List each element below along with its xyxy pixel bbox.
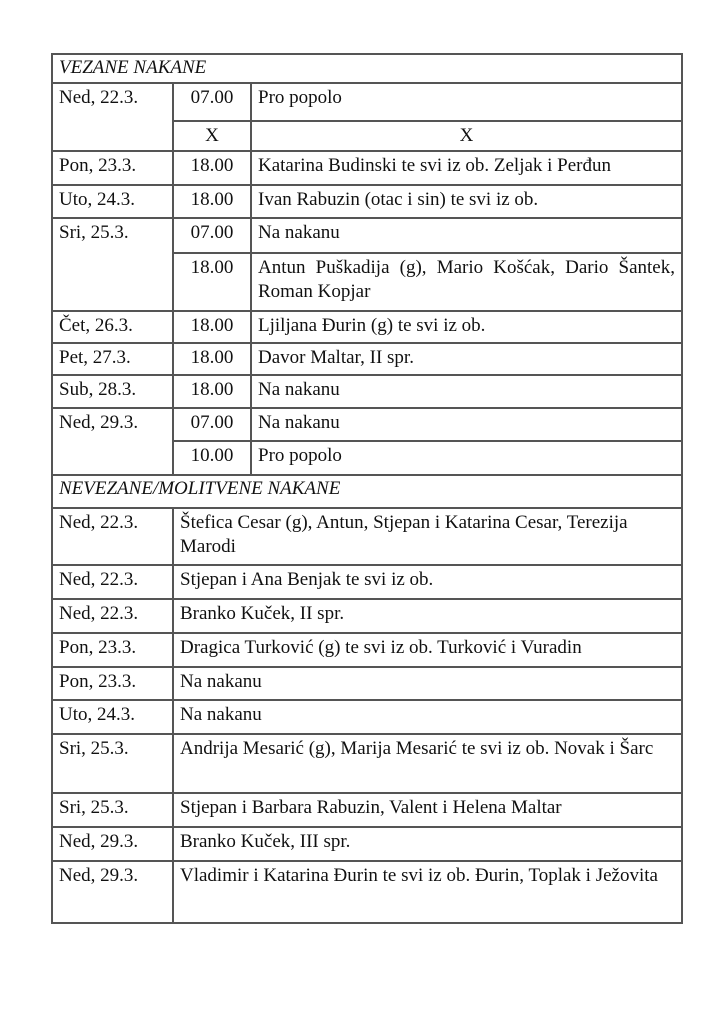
time-cell: 07.00: [173, 408, 251, 441]
time-cell: X: [173, 121, 251, 151]
intention-cell: Na nakanu: [251, 375, 682, 408]
intention-cell: Davor Maltar, II spr.: [251, 343, 682, 375]
table-row: [52, 508, 682, 565]
table-row: [52, 793, 682, 827]
time-cell: 18.00: [173, 253, 251, 311]
table-row: [52, 734, 682, 793]
intention-cell: Na nakanu: [173, 667, 682, 700]
intention-cell: Na nakanu: [251, 218, 682, 253]
intention-cell: Vladimir i Katarina Đurin te svi iz ob. Đurin, Toplak i Ježovita: [173, 861, 682, 923]
table-row: [52, 633, 682, 667]
intention-cell: Ivan Rabuzin (otac i sin) te svi iz ob.: [251, 185, 682, 218]
date-cell: Ned, 22.3.: [52, 565, 173, 599]
intention-cell: Na nakanu: [173, 700, 682, 734]
date-cell: Uto, 24.3.: [52, 185, 173, 218]
time-cell: 10.00: [173, 441, 251, 475]
intention-cell: Katarina Budinski te svi iz ob. Zeljak i Perđun: [251, 151, 682, 185]
date-cell: Ned, 29.3.: [52, 408, 173, 475]
section-title: VEZANE NAKANE: [52, 54, 682, 83]
table-row: [52, 218, 682, 253]
intention-cell: Stjepan i Barbara Rabuzin, Valent i Helena Maltar: [173, 793, 682, 827]
intention-cell: Branko Kuček, III spr.: [173, 827, 682, 861]
table-row: [52, 375, 682, 408]
date-cell: Sri, 25.3.: [52, 218, 173, 311]
table-row: [52, 827, 682, 861]
date-cell: Pon, 23.3.: [52, 667, 173, 700]
intention-cell: Ljiljana Đurin (g) te svi iz ob.: [251, 311, 682, 343]
table-row: [52, 311, 682, 343]
table-row: [52, 700, 682, 734]
table-row: [52, 185, 682, 218]
date-cell: Ned, 29.3.: [52, 861, 173, 923]
time-cell: 18.00: [173, 185, 251, 218]
date-cell: Pet, 27.3.: [52, 343, 173, 375]
date-cell: Sri, 25.3.: [52, 793, 173, 827]
time-cell: 18.00: [173, 311, 251, 343]
date-cell: Sri, 25.3.: [52, 734, 173, 793]
time-cell: 07.00: [173, 218, 251, 253]
intention-cell: Pro popolo: [251, 441, 682, 475]
intention-cell: Branko Kuček, II spr.: [173, 599, 682, 633]
date-cell: Čet, 26.3.: [52, 311, 173, 343]
time-cell: 07.00: [173, 83, 251, 121]
table-row: [52, 343, 682, 375]
vezane-section: [52, 54, 682, 475]
intention-cell: X: [251, 121, 682, 151]
date-cell: Ned, 22.3.: [52, 83, 173, 151]
table-row: [52, 599, 682, 633]
date-cell: Pon, 23.3.: [52, 151, 173, 185]
table-row: [52, 83, 682, 121]
intention-cell: Andrija Mesarić (g), Marija Mesarić te svi iz ob. Novak i Šarc: [173, 734, 682, 793]
intentions-table: [51, 53, 683, 924]
intention-cell: Antun Puškadija (g), Mario Košćak, Dario Šantek, Roman Kopjar: [251, 253, 682, 311]
time-cell: 18.00: [173, 151, 251, 185]
intention-cell: Na nakanu: [251, 408, 682, 441]
table-row: [52, 151, 682, 185]
table-row: [52, 861, 682, 923]
section-title: NEVEZANE/MOLITVENE NAKANE: [52, 475, 682, 508]
intention-cell: Dragica Turković (g) te svi iz ob. Turković i Vuradin: [173, 633, 682, 667]
date-cell: Ned, 22.3.: [52, 599, 173, 633]
table-row: [52, 565, 682, 599]
time-cell: 18.00: [173, 343, 251, 375]
date-cell: Pon, 23.3.: [52, 633, 173, 667]
date-cell: Ned, 22.3.: [52, 508, 173, 565]
time-cell: 18.00: [173, 375, 251, 408]
intention-cell: Pro popolo: [251, 83, 682, 121]
date-cell: Sub, 28.3.: [52, 375, 173, 408]
intention-cell: Štefica Cesar (g), Antun, Stjepan i Katarina Cesar, Terezija Marodi: [173, 508, 682, 565]
intention-cell: Stjepan i Ana Benjak te svi iz ob.: [173, 565, 682, 599]
date-cell: Uto, 24.3.: [52, 700, 173, 734]
date-cell: Ned, 29.3.: [52, 827, 173, 861]
table-row: [52, 667, 682, 700]
nevezane-section: [52, 475, 682, 923]
table-row: [52, 408, 682, 441]
